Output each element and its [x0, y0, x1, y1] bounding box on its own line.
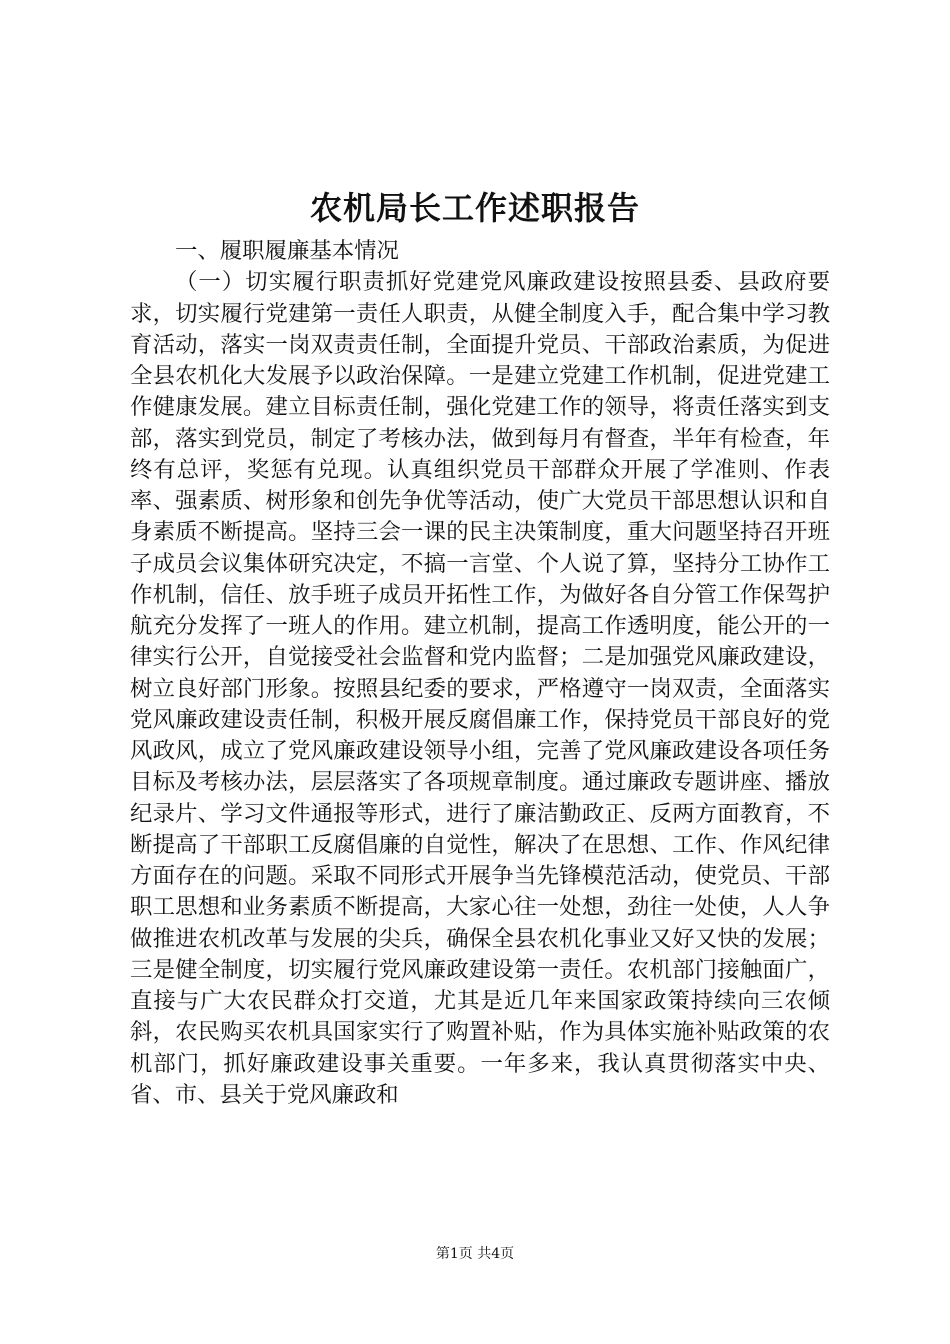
document-body [130, 236, 830, 1111]
section-heading: 一、履职履廉基本情况 [175, 238, 399, 264]
body-paragraph: （一）切实履行职责抓好党建党风廉政建设按照县委、县政府要求，切实履行党建第一责任人职责，从健全制度入手，配合集中学习教育活动，落实一岗双责责任制，全面提升党员、干部政治素质，为促进全县农机化大发展予以政治保障。一是建立党建工作机制，促进党建工作健康发展。建立目标责任制，强化党建工作的领导，将责任落实到支部，落实到党员，制定了考核办法，做到每月有督查，半年有检查，年终有总评，奖惩有兑现。认真组织党员干部群众开展了学准则、作表率、强素质、树形象和创先争优等活动，使广大党员干部思想认识和自身素质不断提高。坚持三会一课的民主决策制度，重大问题坚持召开班子成员会议集体研究决定，不搞一言堂、个人说了算，坚持分工协作工作机制，信任、放手班子成员开拓性工作，为做好各自分管工作保驾护航充分发挥了一班人的作用。建立机制，提高工作透明度，能公开的一律实行公开，自觉接受社会监督和党内监督；二是加强党风廉政建设，树立良好部门形象。按照县纪委的要求，严格遵守一岗双责，全面落实党风廉政建设责任制，积极开展反腐倡廉工作，保持党员干部良好的党风政风，成立了党风廉政建设领导小组，完善了党风廉政建设各项任务目标及考核办法，层层落实了各项规章制度。通过廉政专题讲座、播放纪录片、学习文件通报等形式，进行了廉洁勤政正、反两方面教育，不断提高了干部职工反腐倡廉的自觉性，解决了在思想、工作、作风纪律方面存在的问题。采取不同形式开展争当先锋模范活动，使党员、干部职工思想和业务素质不断提高，大家心往一处想，劲往一处使，人人争做推进农机改革与发展的尖兵，确保全县农机化事业又好又快的发展；三是健全制度，切实履行党风廉政建设第一责任。农机部门接触面广，直接与广大农民群众打交道，尤其是近几年来国家政策持续向三农倾斜，农民购买农机具国家实行了购置补贴，作为具体实施补贴政策的农机部门，抓好廉政建设事关重要。一年多来，我认真贯彻落实中央、省、市、县关于党风廉政和 [130, 269, 830, 1108]
document-title: 农机局长工作述职报告 [309, 189, 640, 227]
page-footer: 第1页 共4页 [435, 1246, 515, 1262]
